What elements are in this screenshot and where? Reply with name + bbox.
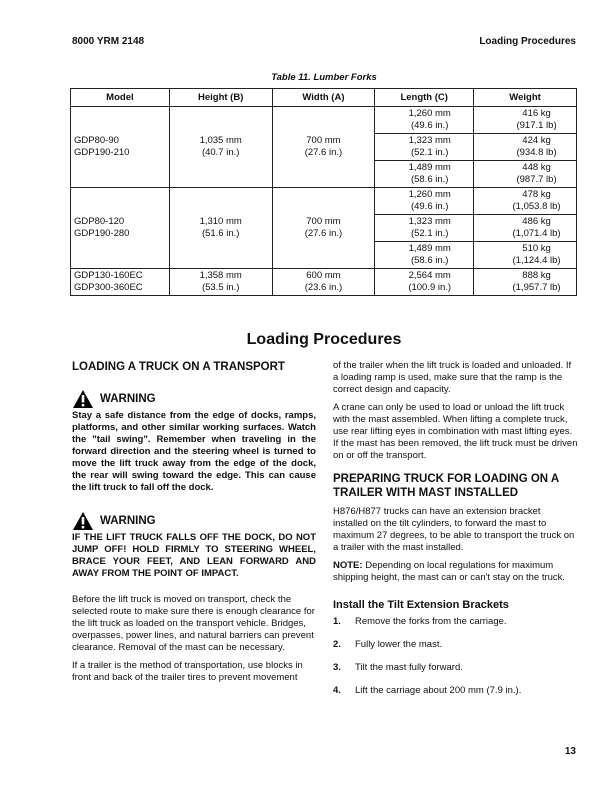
cell-model [71,269,170,296]
warning-1-text: Stay a safe distance from the edge of docks, ramps, platforms, and other similar working surfaces. Watch the "tail swing". Remember when traveling in the forward direction and the steering wheel is turned to move the lift truck away from the edge of the dock, the rear will swing toward the edge. This can cause the lift truck to fall off the dock. [72,410,316,493]
table-row [71,269,577,296]
cell-length [375,107,474,134]
cell-length [375,134,474,161]
subheading-tilt-brackets: Install the Tilt Extension Brackets [333,599,509,611]
cell-height-line: (51.6 in.) [201,228,240,239]
cell-length-line: 1,489 mm [408,243,451,254]
cell-width [272,107,375,188]
cell-model-line: GDP300-360EC [74,282,143,293]
cell-height-line: (40.7 in.) [201,147,240,158]
table-row [71,107,577,134]
step-number: 3. [333,662,341,673]
cell-length-line: 1,260 mm [408,108,451,119]
step-item [333,662,578,674]
cell-length [375,188,474,215]
cell-weight-line: (1,957.7 lb) [512,282,561,293]
paragraph-trailer-blocks: If a trailer is the method of transportation, use blocks in front and back of the trailer tires to prevent movement [72,660,303,683]
cell-length-line: 1,323 mm [408,135,451,146]
cell-weight [474,161,577,188]
col-header-model: Model [71,89,170,107]
table-body [71,107,577,296]
cell-model-line: GDP80-90 [74,135,119,146]
col-header-width: Width (A) [272,89,375,107]
table-header-row [71,89,577,107]
cell-model-line: GDP190-280 [74,228,130,239]
heading-loading-truck: LOADING A TRUCK ON A TRANSPORT [72,361,285,373]
cell-height [169,107,272,188]
cell-model-line: GDP80-120 [74,216,125,227]
cell-length-line: (58.6 in.) [410,174,449,185]
cell-width-line: 600 mm [306,270,341,281]
step-text: Remove the forks from the carriage. [355,616,507,627]
cell-weight-line: 416 kg [522,108,551,119]
cell-width-line: 700 mm [306,135,341,146]
cell-weight-line: 424 kg [522,135,551,146]
cell-weight-line: 486 kg [522,216,551,227]
cell-height [169,269,272,296]
note-paragraph [333,560,578,584]
warning-triangle-icon [72,511,94,531]
cell-length-line: 2,564 mm [408,270,451,281]
cell-weight-line: 478 kg [522,189,551,200]
warning-2-header [72,510,316,532]
cell-model [71,188,170,269]
table-row [71,188,577,215]
paragraph-crane: A crane can only be used to load or unload the lift truck with the mast assembled. When lifting a complete truck, use rear lifting eyes in combination with mast lifting eyes. If the mast has been removed, the lift truck must be driven on or off the transport. [333,402,578,461]
header-doc-number: 8000 YRM 2148 [72,36,145,47]
cell-model [71,107,170,188]
col-header-height: Height (B) [169,89,272,107]
steps-list [333,616,578,697]
cell-width-line: (27.6 in.) [304,228,343,239]
step-number: 1. [333,616,341,627]
step-number: 4. [333,685,341,696]
cell-weight-line: 888 kg [522,270,551,281]
cell-width-line: (27.6 in.) [304,147,343,158]
cell-length-line: (58.6 in.) [410,255,449,266]
col-header-weight: Weight [474,89,577,107]
cell-length [375,242,474,269]
cell-weight [474,215,577,242]
cell-weight-line: (917.1 lb) [516,120,557,131]
warning-1-header [72,388,316,410]
step-text: Lift the carriage about 200 mm (7.9 in.). [355,685,522,696]
page-title: Loading Procedures [246,331,402,348]
cell-width-line: (23.6 in.) [304,282,343,293]
step-text: Fully lower the mast. [355,639,443,650]
cell-width [272,188,375,269]
cell-weight [474,269,577,296]
note-label: NOTE: [333,560,363,571]
paragraph-route-clearance: Before the lift truck is moved on transport, check the selected route to make sure there is enough clearance for the lift truck as loaded on the transport vehicle. Bridges, overpasses, power lines, and natural barriers can prevent clearance. Removal of the mast can be necessary. [72,594,315,653]
cell-weight-line: (987.7 lb) [516,174,557,185]
col-header-length: Length (C) [375,89,474,107]
warning-2-title: WARNING [100,515,156,527]
cell-weight-line: 448 kg [522,162,551,173]
cell-weight [474,188,577,215]
heading-preparing-truck: PREPARING TRUCK FOR LOADING ON A TRAILER WITH MAST INSTALLED [333,473,559,499]
table-caption: Table 11. Lumber Forks [271,72,377,83]
step-item [333,685,578,697]
step-text: Tilt the mast fully forward. [355,662,463,673]
cell-weight [474,107,577,134]
cell-length-line: 1,489 mm [408,162,451,173]
cell-width-line: 700 mm [306,216,341,227]
cell-width [272,269,375,296]
cell-height-line: 1,035 mm [199,135,242,146]
cell-length-line: 1,323 mm [408,216,451,227]
cell-weight-line: (1,124.4 lb) [512,255,561,266]
cell-weight-line: 510 kg [522,243,551,254]
paragraph-extension-bracket: H876/H877 trucks can have an extension bracket installed on the tilt cylinders, to forward the mast to maximum 27 degrees, to be able to transport the truck on a trailer with the mast installed. [333,506,575,553]
cell-length-line: (49.6 in.) [410,201,449,212]
cell-height-line: (53.5 in.) [201,282,240,293]
cell-length-line: (100.9 in.) [408,282,452,293]
cell-model-line: GDP190-210 [74,147,130,158]
cell-height-line: 1,358 mm [199,270,242,281]
cell-length [375,161,474,188]
note-text: Depending on local regulations for maximum shipping height, the mast can or can't stay on the truck. [333,560,566,583]
cell-length-line: (52.1 in.) [410,147,449,158]
step-item [333,639,578,651]
cell-height [169,188,272,269]
cell-weight [474,134,577,161]
cell-length [375,269,474,296]
header-section: Loading Procedures [479,36,576,47]
cell-weight-line: (1,053.8 lb) [512,201,561,212]
cell-length-line: (49.6 in.) [410,120,449,131]
cell-height-line: 1,310 mm [199,216,242,227]
warning-triangle-icon [72,389,94,409]
warning-2-text: IF THE LIFT TRUCK FALLS OFF THE DOCK, DO NOT JUMP OFF! HOLD FIRMLY TO STEERING WHEEL, BRACE YOUR FEET, AND LEAN FORWARD AND AWAY FROM THE POINT OF IMPACT. [72,532,316,579]
right-column [333,360,578,708]
lumber-forks-table [70,88,577,296]
paragraph-trailer-continued: of the trailer when the lift truck is loaded and unloaded. If a loading ramp is used, make sure that the ramp is the correct design and capacity. [333,360,572,395]
page-number: 13 [564,746,576,757]
step-number: 2. [333,639,341,650]
cell-length-line: (52.1 in.) [410,228,449,239]
cell-model-line: GDP130-160EC [74,270,143,281]
cell-weight-line: (934.8 lb) [516,147,557,158]
cell-weight-line: (1,071.4 lb) [512,228,561,239]
cell-length-line: 1,260 mm [408,189,451,200]
warning-1-title: WARNING [100,393,156,405]
left-column [72,360,316,684]
step-item [333,616,578,628]
cell-weight [474,242,577,269]
cell-length [375,215,474,242]
